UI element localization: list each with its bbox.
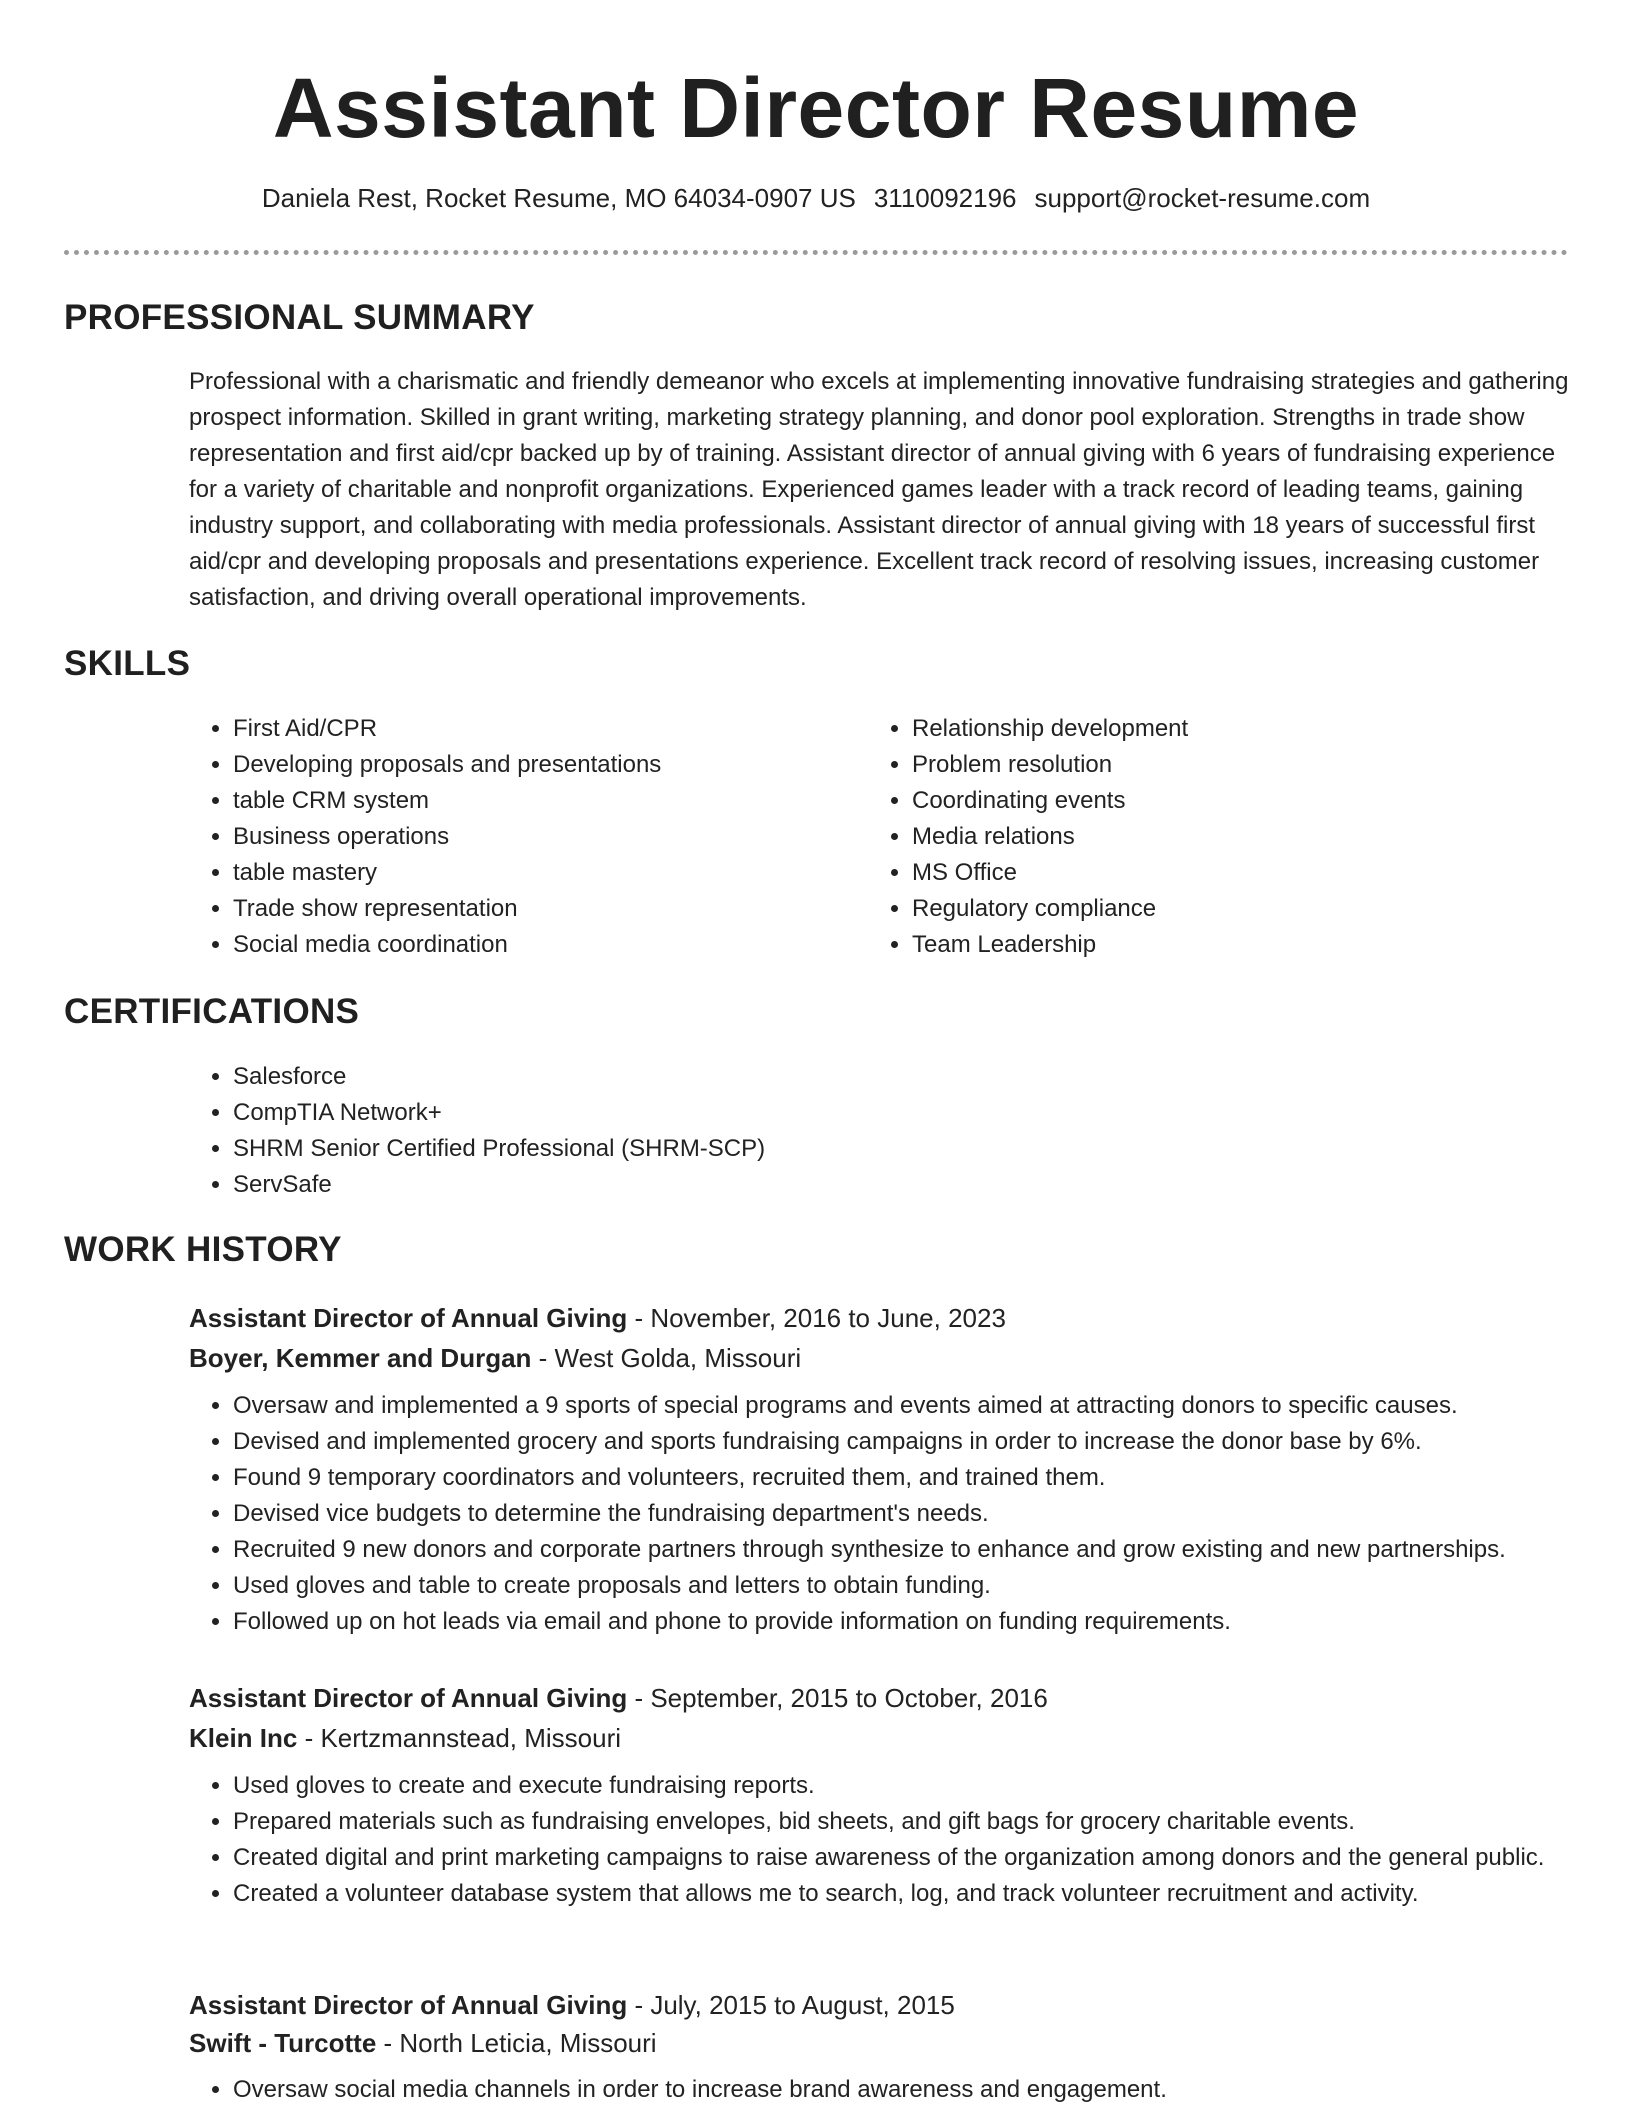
- list-item: • CompTIA Network+: [233, 1095, 1189, 1131]
- contact-phone: 3110092196: [873, 183, 1017, 213]
- skills-list-right: [868, 711, 1508, 963]
- list-item: • Created digital and print marketing campaigns to raise awareness of the organization among donors and the general public.: [233, 1840, 1579, 1876]
- job-location: - West Golda, Missouri: [531, 1343, 802, 1373]
- job-company-line: [189, 1718, 1579, 1758]
- list-item: • Trade show representation: [233, 891, 829, 927]
- list-item: • Developing proposals and presentations: [233, 747, 829, 783]
- list-item: • SHRM Senior Certified Professional (SHRM-SCP): [233, 1131, 1189, 1167]
- job-dates: - July, 2015 to August, 2015: [627, 1990, 955, 2020]
- list-item: • table mastery: [233, 855, 829, 891]
- list-item: • Recruited 9 new donors and corporate partners through synthesize to enhance and grow existing and new partnerships.: [233, 1532, 1579, 1568]
- list-item: • Problem resolution: [912, 747, 1508, 783]
- contact-line: [0, 182, 1632, 214]
- list-item: • Used gloves and table to create proposals and letters to obtain funding.: [233, 1568, 1579, 1604]
- list-item: • MS Office: [912, 855, 1508, 891]
- list-item: • Relationship development: [912, 711, 1508, 747]
- job-title-line: [189, 1986, 1579, 2024]
- job-title-line: [189, 1298, 1579, 1338]
- job-title: Assistant Director of Annual Giving: [189, 1683, 628, 1713]
- list-item: • Devised vice budgets to determine the fundraising department's needs.: [233, 1496, 1579, 1532]
- certifications-block: [189, 1059, 1189, 1203]
- skills-right-column: [868, 711, 1508, 963]
- list-item: • Media relations: [912, 819, 1508, 855]
- list-item: • Social media coordination: [233, 927, 829, 963]
- job-bullets: [189, 1768, 1579, 1912]
- list-item: • Prepared materials such as fundraising envelopes, bid sheets, and gift bags for grocery charitable events.: [233, 1804, 1579, 1840]
- section-title-summary: PROFESSIONAL SUMMARY: [64, 298, 535, 337]
- list-item: • Followed up on hot leads via email and phone to provide information on funding requirements.: [233, 1604, 1579, 1640]
- job-company: Swift - Turcotte: [189, 2028, 377, 2058]
- resume-title: Assistant Director Resume: [272, 61, 1360, 155]
- job-bullets: [189, 2072, 1579, 2108]
- job-location: - North Leticia, Missouri: [376, 2028, 657, 2058]
- job-entry: [189, 1986, 1579, 2108]
- list-item: • Found 9 temporary coordinators and volunteers, recruited them, and trained them.: [233, 1460, 1579, 1496]
- list-item: • Business operations: [233, 819, 829, 855]
- job-entry: [189, 1298, 1579, 1640]
- list-item: • Created a volunteer database system that allows me to search, log, and track volunteer recruitment and activity.: [233, 1876, 1579, 1912]
- list-item: • Used gloves to create and execute fundraising reports.: [233, 1768, 1579, 1804]
- job-location: - Kertzmannstead, Missouri: [297, 1723, 622, 1753]
- job-bullets: [189, 1388, 1579, 1640]
- list-item: • Coordinating events: [912, 783, 1508, 819]
- list-item: • First Aid/CPR: [233, 711, 829, 747]
- contact-email[interactable]: support@rocket-resume.com: [1034, 183, 1371, 213]
- section-title-work-history: WORK HISTORY: [64, 1230, 342, 1269]
- header-divider: [64, 250, 1568, 255]
- list-item: • ServSafe: [233, 1167, 1189, 1203]
- summary-text: Professional with a charismatic and friendly demeanor who excels at implementing innovative fundraising strategies and gathering prospect information. Skilled in grant writing, marketing strategy planning, and donor pool exploration. Strengths in trade show representation and first aid/cpr backed up by of training. Assistant director of annual giving with 6 years of fundraising experience for a variety of charitable and nonprofit organizations. Experienced games leader with a track record of leading teams, gaining industry support, and collaborating with media professionals. Assistant director of annual giving with 18 years of successful first aid/cpr and developing proposals and presentations experience. Excellent track record of resolving issues, increasing customer satisfaction, and driving overall operational improvements.: [189, 368, 1569, 611]
- list-item: • Salesforce: [233, 1059, 1189, 1095]
- list-item: • Oversaw social media channels in order to increase brand awareness and engagement.: [233, 2072, 1579, 2108]
- job-dates: - November, 2016 to June, 2023: [627, 1303, 1006, 1333]
- job-company-line: [189, 2024, 1579, 2062]
- skills-list-left: [189, 711, 829, 963]
- job-company: Boyer, Kemmer and Durgan: [189, 1343, 532, 1373]
- section-title-certifications: CERTIFICATIONS: [64, 992, 360, 1031]
- job-title: Assistant Director of Annual Giving: [189, 1990, 628, 2020]
- list-item: • Oversaw and implemented a 9 sports of special programs and events aimed at attracting donors to specific causes.: [233, 1388, 1579, 1424]
- skills-left-column: [189, 711, 829, 963]
- list-item: • table CRM system: [233, 783, 829, 819]
- contact-address: Daniela Rest, Rocket Resume, MO 64034-0907 US: [261, 183, 856, 213]
- section-title-skills: SKILLS: [64, 644, 191, 683]
- job-dates: - September, 2015 to October, 2016: [627, 1683, 1048, 1713]
- job-title: Assistant Director of Annual Giving: [189, 1303, 628, 1333]
- job-company: Klein Inc: [189, 1723, 298, 1753]
- list-item: • Regulatory compliance: [912, 891, 1508, 927]
- certifications-list: [189, 1059, 1189, 1203]
- job-title-line: [189, 1678, 1579, 1718]
- job-company-line: [189, 1338, 1579, 1378]
- list-item: • Devised and implemented grocery and sports fundraising campaigns in order to increase the donor base by 6%.: [233, 1424, 1579, 1460]
- job-entry: [189, 1678, 1579, 1912]
- list-item: • Team Leadership: [912, 927, 1508, 963]
